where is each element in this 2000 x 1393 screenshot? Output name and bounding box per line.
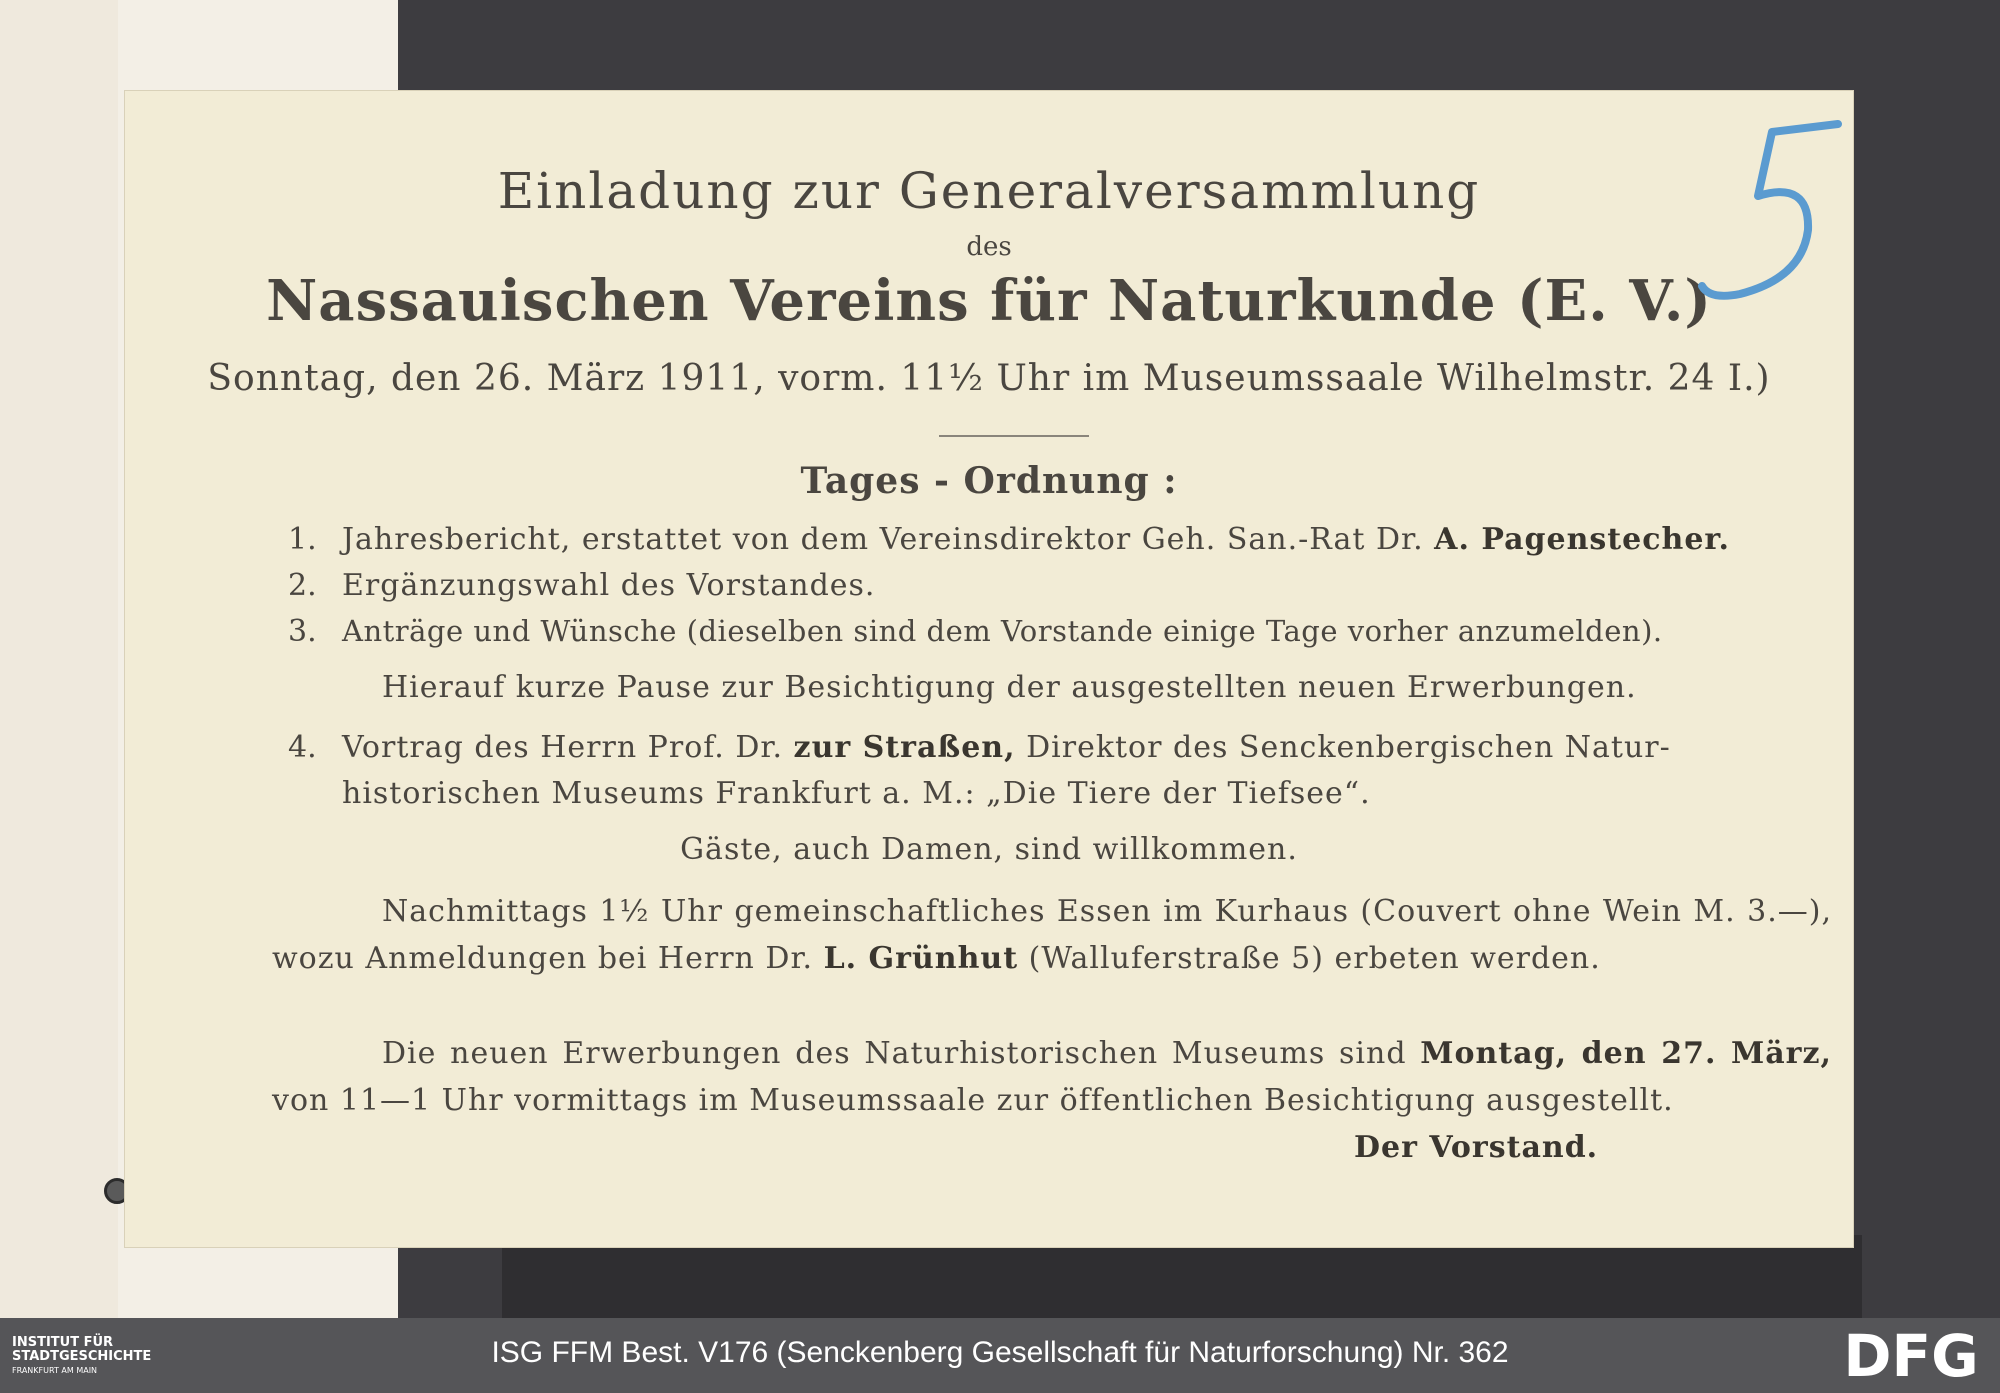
organization-name: Nassauischen Vereins für Naturkunde (E. V.) <box>266 268 1712 334</box>
agenda-item-number: 4. <box>288 730 317 765</box>
institute-line-2: STADTGESCHICHTE <box>12 1349 152 1364</box>
agenda-item-4-line2: historischen Museums Frankfurt a. M.: „Die Tiere der Tiefsee“. <box>342 776 1371 811</box>
institute-line-3: FRANKFURT AM MAIN <box>12 1366 98 1375</box>
signature: Der Vorstand. <box>1354 1130 1599 1165</box>
afternoon-contact: L. Grünhut <box>823 941 1019 976</box>
invitation-des: des <box>966 232 1012 262</box>
left-page-edge <box>0 0 120 1318</box>
agenda-item-number: 2. <box>288 568 317 603</box>
afternoon-paragraph <box>272 888 1832 982</box>
agenda-item-number: 3. <box>288 614 317 649</box>
afternoon-pre: Nachmittags 1½ Uhr gemeinschaftliches Essen im Kurhaus (Couvert ohne Wein M. 3.—), wozu Anmeldungen bei Herrn Dr. <box>272 894 1832 976</box>
agenda-item-4-post: Direktor des Senckenbergischen Natur- <box>1015 730 1671 765</box>
exhibit-date: Montag, den 27. März, <box>1420 1036 1832 1071</box>
agenda-item-4 <box>342 730 1671 765</box>
agenda-item-2: Ergänzungswahl des Vorstandes. <box>342 568 876 603</box>
exhibit-paragraph <box>272 1030 1832 1124</box>
afternoon-post: (Walluferstraße 5) erbeten werden. <box>1018 941 1601 976</box>
dfg-logo-text: DFG <box>1843 1322 1979 1388</box>
agenda-item-3: Anträge und Wünsche (dieselben sind dem Vorstande einige Tage vorher anzumelden). <box>342 614 1663 648</box>
agenda-item-4-speaker: zur Straßen, <box>793 730 1016 765</box>
archive-caption: ISG FFM Best. V176 (Senckenberg Gesellschaft für Naturforschung) Nr. 362 <box>491 1336 1509 1369</box>
dfg-logo <box>1836 1322 1986 1388</box>
institute-line-1: INSTITUT FÜR <box>12 1335 114 1350</box>
exhibit-post: von 11—1 Uhr vormittags im Museumssaale zur öffentlichen Besichtigung ausgestellt. <box>272 1083 1674 1118</box>
invitation-title: Einladung zur Generalversammlung <box>497 162 1481 220</box>
pencil-number-mark <box>1680 118 1860 308</box>
pause-line: Hierauf kurze Pause zur Besichtigung der ausgestellten neuen Erwerbungen. <box>382 670 1637 705</box>
divider-rule <box>939 435 1089 437</box>
agenda-item-1-text: Jahresbericht, erstattet von dem Vereinsdirektor Geh. San.-Rat Dr. <box>342 522 1435 557</box>
agenda-item-4-pre: Vortrag des Herrn Prof. Dr. <box>342 730 794 765</box>
agenda-item-1 <box>342 522 1730 557</box>
date-line: Sonntag, den 26. März 1911, vorm. 11½ Uhr im Museumssaale Wilhelmstr. 24 I.) <box>207 358 1771 399</box>
exhibit-pre: Die neuen Erwerbungen des Naturhistorischen Museums sind <box>382 1036 1421 1071</box>
agenda-item-1-name: A. Pagenstecher. <box>1434 522 1730 557</box>
guests-line: Gäste, auch Damen, sind willkommen. <box>680 832 1298 867</box>
agenda-item-number: 1. <box>288 522 317 557</box>
agenda-heading: Tages - Ordnung : <box>800 460 1178 502</box>
invitation-card <box>124 90 1854 1248</box>
